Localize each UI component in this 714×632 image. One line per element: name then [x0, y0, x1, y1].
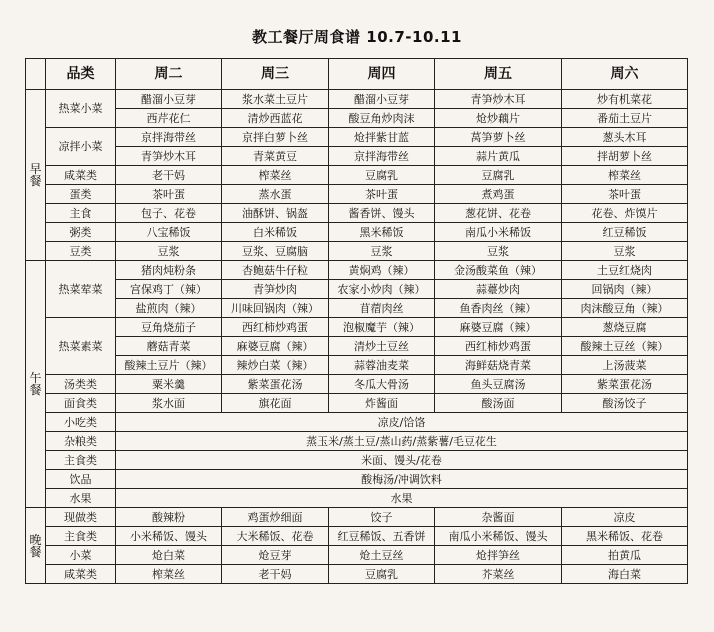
menu-cell: 花卷、炸馍片 [562, 204, 688, 223]
menu-row [26, 356, 688, 375]
menu-cell: 豆腐乳 [435, 166, 562, 185]
menu-span-cell: 酸梅汤/冲调饮料 [116, 470, 688, 489]
menu-cell: 酸辣土豆片（辣） [116, 356, 222, 375]
menu-cell: 油酥饼、锅盔 [222, 204, 329, 223]
menu-cell: 番茄土豆片 [562, 109, 688, 128]
menu-cell: 包子、花卷 [116, 204, 222, 223]
menu-cell: 炝白菜 [116, 546, 222, 565]
menu-cell: 炝豆芽 [222, 546, 329, 565]
menu-span-cell: 水果 [116, 489, 688, 508]
menu-cell: 京拌白萝卜丝 [222, 128, 329, 147]
menu-row [26, 413, 688, 432]
menu-cell: 京拌海带丝 [116, 128, 222, 147]
menu-cell: 南瓜小米稀饭 [435, 223, 562, 242]
menu-row [26, 318, 688, 337]
menu-cell: 炸酱面 [329, 394, 435, 413]
menu-row [26, 128, 688, 147]
menu-cell: 红豆稀饭、五香饼 [329, 527, 435, 546]
menu-cell: 酸汤面 [435, 394, 562, 413]
menu-cell: 鱼香肉丝（辣） [435, 299, 562, 318]
menu-cell: 酸豆角炒肉沫 [329, 109, 435, 128]
menu-cell: 苜蓿肉丝 [329, 299, 435, 318]
menu-row [26, 242, 688, 261]
menu-cell: 黄焖鸡（辣） [329, 261, 435, 280]
menu-cell: 榨菜丝 [562, 166, 688, 185]
menu-cell: 凉皮 [562, 508, 688, 527]
menu-row [26, 394, 688, 413]
menu-cell: 小米稀饭、馒头 [116, 527, 222, 546]
category-cell: 热菜荤菜 [46, 261, 116, 318]
header-day: 周五 [435, 59, 562, 90]
menu-cell: 西芹花仁 [116, 109, 222, 128]
menu-span-cell: 蒸玉米/蒸土豆/蒸山药/蒸紫薯/毛豆花生 [116, 432, 688, 451]
menu-cell: 杂酱面 [435, 508, 562, 527]
page-title: 教工餐厅周食谱 10.7-10.11 [252, 28, 462, 46]
menu-row [26, 280, 688, 299]
menu-cell: 红豆稀饭 [562, 223, 688, 242]
menu-cell: 煮鸡蛋 [435, 185, 562, 204]
menu-cell: 炝拌笋丝 [435, 546, 562, 565]
menu-row [26, 185, 688, 204]
menu-cell: 土豆红烧肉 [562, 261, 688, 280]
menu-span-cell: 米面、馒头/花卷 [116, 451, 688, 470]
menu-cell: 海白菜 [562, 565, 688, 584]
menu-cell: 青笋炒木耳 [116, 147, 222, 166]
meal-label [26, 508, 46, 584]
menu-cell: 浆水面 [116, 394, 222, 413]
menu-row [26, 565, 688, 584]
menu-row [26, 527, 688, 546]
menu-cell: 蒜薹炒肉 [435, 280, 562, 299]
category-cell: 主食类 [46, 527, 116, 546]
menu-cell: 茶叶蛋 [562, 185, 688, 204]
menu-cell: 八宝稀饭 [116, 223, 222, 242]
menu-cell: 鸡蛋炒细面 [222, 508, 329, 527]
menu-cell: 宫保鸡丁（辣） [116, 280, 222, 299]
menu-cell: 莴笋萝卜丝 [435, 128, 562, 147]
menu-row [26, 223, 688, 242]
category-cell: 热菜素菜 [46, 318, 116, 375]
menu-cell: 泡椒魔芋（辣） [329, 318, 435, 337]
menu-cell: 豆角烧茄子 [116, 318, 222, 337]
menu-cell: 冬瓜大骨汤 [329, 375, 435, 394]
meal-label [26, 90, 46, 261]
menu-cell: 蒜蓉油麦菜 [329, 356, 435, 375]
menu-cell: 豆腐乳 [329, 565, 435, 584]
category-cell: 主食类 [46, 451, 116, 470]
category-cell: 粥类 [46, 223, 116, 242]
category-cell: 蛋类 [46, 185, 116, 204]
header-day: 周二 [116, 59, 222, 90]
menu-cell: 黑米稀饭、花卷 [562, 527, 688, 546]
menu-cell: 金汤酸菜鱼（辣） [435, 261, 562, 280]
menu-row [26, 109, 688, 128]
menu-row [26, 299, 688, 318]
menu-cell: 炒有机菜花 [562, 90, 688, 109]
menu-cell: 蒜片黄瓜 [435, 147, 562, 166]
menu-cell: 青笋炒肉 [222, 280, 329, 299]
menu-row [26, 261, 688, 280]
menu-cell: 葱烧豆腐 [562, 318, 688, 337]
menu-cell: 紫菜蛋花汤 [562, 375, 688, 394]
header-row [26, 59, 688, 90]
menu-span-cell: 凉皮/饸饹 [116, 413, 688, 432]
menu-cell: 酸辣粉 [116, 508, 222, 527]
menu-cell: 青菜黄豆 [222, 147, 329, 166]
menu-body [26, 90, 688, 584]
menu-cell: 炝炒藕片 [435, 109, 562, 128]
menu-cell: 辣炒白菜（辣） [222, 356, 329, 375]
category-cell: 汤类类 [46, 375, 116, 394]
category-cell: 豆类 [46, 242, 116, 261]
menu-cell: 蘑菇青菜 [116, 337, 222, 356]
meal-label-char: 餐 [29, 174, 42, 188]
menu-cell: 白米稀饭 [222, 223, 329, 242]
menu-cell: 农家小炒肉（辣） [329, 280, 435, 299]
menu-cell: 麻婆豆腐（辣） [222, 337, 329, 356]
category-cell: 凉拌小菜 [46, 128, 116, 166]
header-day: 周三 [222, 59, 329, 90]
category-cell: 热菜小菜 [46, 90, 116, 128]
header-day: 周四 [329, 59, 435, 90]
meal-label-char: 晚 [29, 532, 42, 547]
menu-cell: 回锅肉（辣） [562, 280, 688, 299]
menu-row [26, 546, 688, 565]
menu-cell: 榨菜丝 [116, 565, 222, 584]
meal-label-char: 餐 [29, 383, 42, 397]
menu-cell: 西红柿炒鸡蛋 [435, 337, 562, 356]
category-cell: 咸菜类 [46, 565, 116, 584]
menu-cell: 川味回锅肉（辣） [222, 299, 329, 318]
menu-cell: 葱花饼、花卷 [435, 204, 562, 223]
category-cell: 小菜 [46, 546, 116, 565]
menu-cell: 浆水菜土豆片 [222, 90, 329, 109]
category-cell: 咸菜类 [46, 166, 116, 185]
menu-cell: 醋溜小豆芽 [116, 90, 222, 109]
menu-row [26, 470, 688, 489]
menu-cell: 鱼头豆腐汤 [435, 375, 562, 394]
menu-cell: 炝土豆丝 [329, 546, 435, 565]
header-day: 周六 [562, 59, 688, 90]
menu-cell: 海鲜菇烧青菜 [435, 356, 562, 375]
menu-cell: 葱头木耳 [562, 128, 688, 147]
menu-cell: 酸辣土豆丝（辣） [562, 337, 688, 356]
weekly-menu-table [25, 58, 688, 584]
menu-row [26, 375, 688, 394]
menu-cell: 大米稀饭、花卷 [222, 527, 329, 546]
menu-cell: 老干妈 [222, 565, 329, 584]
menu-cell: 豆浆 [562, 242, 688, 261]
menu-row [26, 489, 688, 508]
menu-cell: 南瓜小米稀饭、馒头 [435, 527, 562, 546]
category-cell: 现做类 [46, 508, 116, 527]
menu-cell: 京拌海带丝 [329, 147, 435, 166]
menu-cell: 蒸水蛋 [222, 185, 329, 204]
menu-cell: 旗花面 [222, 394, 329, 413]
meal-label [26, 261, 46, 508]
menu-cell: 黑米稀饭 [329, 223, 435, 242]
menu-cell: 粟米羹 [116, 375, 222, 394]
menu-cell: 炝拌紫甘蓝 [329, 128, 435, 147]
category-cell: 饮品 [46, 470, 116, 489]
menu-cell: 茶叶蛋 [116, 185, 222, 204]
menu-cell: 猪肉炖粉条 [116, 261, 222, 280]
menu-cell: 紫菜蛋花汤 [222, 375, 329, 394]
menu-cell: 肉沫酸豆角（辣） [562, 299, 688, 318]
menu-cell: 豆腐乳 [329, 166, 435, 185]
menu-cell: 拍黄瓜 [562, 546, 688, 565]
menu-cell: 杏鲍菇牛仔粒 [222, 261, 329, 280]
menu-cell: 老干妈 [116, 166, 222, 185]
corner-cell [26, 59, 46, 90]
menu-cell: 茶叶蛋 [329, 185, 435, 204]
menu-row [26, 147, 688, 166]
menu-cell: 芥菜丝 [435, 565, 562, 584]
category-cell: 主食 [46, 204, 116, 223]
menu-row [26, 432, 688, 451]
menu-cell: 盐煎肉（辣） [116, 299, 222, 318]
menu-cell: 酸汤饺子 [562, 394, 688, 413]
menu-cell: 青笋炒木耳 [435, 90, 562, 109]
menu-row [26, 337, 688, 356]
category-cell: 杂粮类 [46, 432, 116, 451]
menu-cell: 榨菜丝 [222, 166, 329, 185]
menu-cell: 上汤菠菜 [562, 356, 688, 375]
menu-cell: 豆浆 [435, 242, 562, 261]
header-category: 品类 [46, 59, 116, 90]
menu-row [26, 90, 688, 109]
menu-row [26, 508, 688, 527]
menu-row [26, 451, 688, 470]
menu-cell: 拌胡萝卜丝 [562, 147, 688, 166]
meal-label-char: 餐 [29, 544, 42, 559]
meal-label-char: 午 [29, 371, 42, 385]
menu-cell: 豆浆 [329, 242, 435, 261]
menu-cell: 酱香饼、馒头 [329, 204, 435, 223]
category-cell: 水果 [46, 489, 116, 508]
menu-cell: 醋溜小豆芽 [329, 90, 435, 109]
menu-row [26, 166, 688, 185]
category-cell: 面食类 [46, 394, 116, 413]
meal-label-char: 早 [29, 162, 42, 176]
menu-cell: 麻婆豆腐（辣） [435, 318, 562, 337]
menu-cell: 饺子 [329, 508, 435, 527]
category-cell: 小吃类 [46, 413, 116, 432]
menu-cell: 西红柿炒鸡蛋 [222, 318, 329, 337]
menu-cell: 豆浆、豆腐脑 [222, 242, 329, 261]
menu-cell: 清炒西蓝花 [222, 109, 329, 128]
menu-cell: 清炒土豆丝 [329, 337, 435, 356]
menu-cell: 豆浆 [116, 242, 222, 261]
menu-row [26, 204, 688, 223]
